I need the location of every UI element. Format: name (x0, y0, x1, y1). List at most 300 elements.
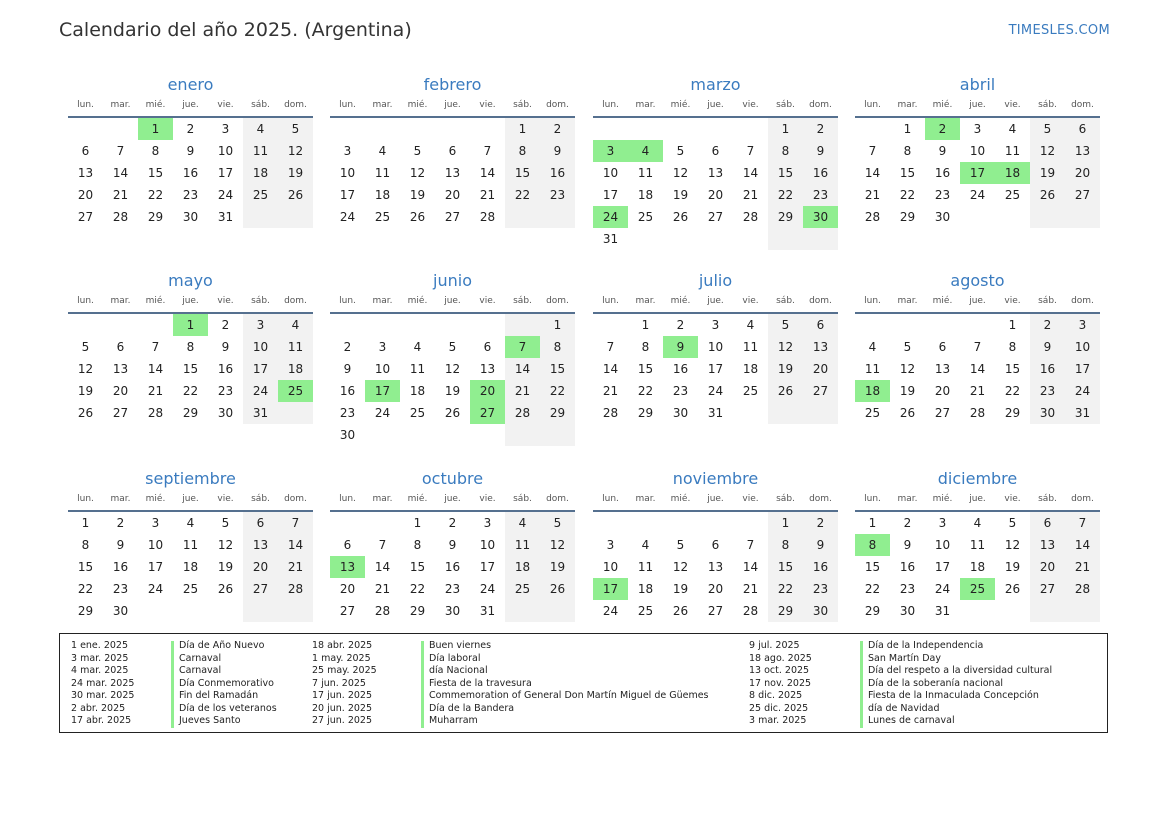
day-cell[interactable]: 7 (378, 538, 387, 552)
day-cell[interactable]: 15 (768, 556, 803, 578)
day-cell[interactable]: 19 (672, 582, 689, 596)
day-cell[interactable]: 29 (768, 600, 803, 622)
day-cell[interactable]: 14 (864, 166, 881, 180)
day-cell[interactable]: 15 (637, 362, 654, 376)
day-cell[interactable]: 28 (864, 210, 881, 224)
day-cell[interactable]: 7 (278, 512, 313, 534)
day-cell[interactable]: 10 (602, 166, 619, 180)
day-cell[interactable]: 17 (479, 560, 496, 574)
day-cell[interactable]: 4 (641, 538, 650, 552)
day-cell[interactable]: 31 (217, 210, 234, 224)
day-cell[interactable]: 16 (934, 166, 951, 180)
holiday-day-cell[interactable]: 4 (628, 140, 663, 162)
day-cell[interactable]: 26 (672, 210, 689, 224)
day-cell[interactable]: 4 (868, 340, 877, 354)
day-cell[interactable]: 11 (637, 560, 654, 574)
day-cell[interactable]: 18 (637, 582, 654, 596)
holiday-day-cell[interactable]: 1 (138, 118, 173, 140)
day-cell[interactable]: 14 (505, 358, 540, 380)
day-cell[interactable]: 26 (899, 406, 916, 420)
day-cell[interactable]: 23 (112, 582, 129, 596)
day-cell[interactable]: 10 (147, 538, 164, 552)
day-cell[interactable]: 8 (151, 144, 160, 158)
day-cell[interactable]: 19 (768, 358, 803, 380)
day-cell[interactable]: 26 (444, 406, 461, 420)
day-cell[interactable]: 3 (938, 516, 947, 530)
day-cell[interactable]: 10 (217, 144, 234, 158)
day-cell[interactable]: 15 (768, 162, 803, 184)
holiday-day-cell[interactable]: 18 (855, 380, 890, 402)
day-cell[interactable]: 16 (112, 560, 129, 574)
day-cell[interactable]: 23 (182, 188, 199, 202)
day-cell[interactable]: 12 (77, 362, 94, 376)
day-cell[interactable]: 6 (243, 512, 278, 534)
day-cell[interactable]: 29 (637, 406, 654, 420)
day-cell[interactable]: 5 (448, 340, 457, 354)
day-cell[interactable]: 27 (1030, 578, 1065, 600)
day-cell[interactable]: 14 (112, 166, 129, 180)
day-cell[interactable]: 23 (444, 582, 461, 596)
day-cell[interactable]: 14 (1065, 534, 1100, 556)
day-cell[interactable]: 13 (479, 362, 496, 376)
holiday-day-cell[interactable]: 18 (995, 162, 1030, 184)
day-cell[interactable]: 21 (602, 384, 619, 398)
day-cell[interactable]: 22 (505, 184, 540, 206)
day-cell[interactable]: 5 (413, 144, 422, 158)
day-cell[interactable]: 20 (243, 556, 278, 578)
day-cell[interactable]: 23 (1030, 380, 1065, 402)
day-cell[interactable]: 25 (182, 582, 199, 596)
day-cell[interactable]: 21 (505, 380, 540, 402)
day-cell[interactable]: 16 (899, 560, 916, 574)
day-cell[interactable]: 2 (343, 340, 352, 354)
day-cell[interactable]: 22 (768, 184, 803, 206)
day-cell[interactable]: 20 (707, 582, 724, 596)
day-cell[interactable]: 12 (409, 166, 426, 180)
day-cell[interactable]: 26 (217, 582, 234, 596)
day-cell[interactable]: 8 (81, 538, 90, 552)
day-cell[interactable]: 28 (742, 604, 759, 618)
day-cell[interactable]: 18 (409, 384, 426, 398)
day-cell[interactable]: 11 (409, 362, 426, 376)
day-cell[interactable]: 22 (899, 188, 916, 202)
day-cell[interactable]: 22 (768, 578, 803, 600)
day-cell[interactable]: 16 (182, 166, 199, 180)
day-cell[interactable]: 25 (637, 604, 654, 618)
day-cell[interactable]: 27 (803, 380, 838, 402)
day-cell[interactable]: 10 (339, 166, 356, 180)
day-cell[interactable]: 25 (505, 578, 540, 600)
day-cell[interactable]: 6 (711, 144, 720, 158)
day-cell[interactable]: 31 (1065, 402, 1100, 424)
holiday-day-cell[interactable]: 1 (173, 314, 208, 336)
day-cell[interactable]: 26 (1004, 582, 1021, 596)
day-cell[interactable]: 6 (448, 144, 457, 158)
day-cell[interactable]: 15 (864, 560, 881, 574)
day-cell[interactable]: 12 (1030, 140, 1065, 162)
day-cell[interactable]: 30 (1030, 402, 1065, 424)
day-cell[interactable]: 28 (969, 406, 986, 420)
holiday-day-cell[interactable]: 25 (960, 578, 995, 600)
day-cell[interactable]: 28 (1065, 578, 1100, 600)
day-cell[interactable]: 4 (746, 318, 755, 332)
day-cell[interactable]: 7 (151, 340, 160, 354)
day-cell[interactable]: 3 (343, 144, 352, 158)
day-cell[interactable]: 7 (973, 340, 982, 354)
day-cell[interactable]: 22 (637, 384, 654, 398)
day-cell[interactable]: 14 (742, 560, 759, 574)
day-cell[interactable]: 5 (1008, 516, 1017, 530)
day-cell[interactable]: 15 (77, 560, 94, 574)
day-cell[interactable]: 7 (746, 144, 755, 158)
day-cell[interactable]: 6 (1065, 118, 1100, 140)
day-cell[interactable]: 5 (221, 516, 230, 530)
day-cell[interactable]: 27 (339, 604, 356, 618)
day-cell[interactable]: 20 (934, 384, 951, 398)
day-cell[interactable]: 1 (641, 318, 650, 332)
day-cell[interactable]: 10 (243, 336, 278, 358)
day-cell[interactable]: 5 (676, 144, 685, 158)
day-cell[interactable]: 2 (903, 516, 912, 530)
day-cell[interactable]: 21 (864, 188, 881, 202)
day-cell[interactable]: 28 (479, 210, 496, 224)
holiday-day-cell[interactable]: 17 (593, 578, 628, 600)
day-cell[interactable]: 19 (77, 384, 94, 398)
day-cell[interactable]: 20 (707, 188, 724, 202)
day-cell[interactable]: 4 (186, 516, 195, 530)
day-cell[interactable]: 17 (934, 560, 951, 574)
day-cell[interactable]: 15 (540, 358, 575, 380)
day-cell[interactable]: 27 (707, 210, 724, 224)
day-cell[interactable]: 3 (243, 314, 278, 336)
day-cell[interactable]: 14 (374, 560, 391, 574)
day-cell[interactable]: 19 (672, 188, 689, 202)
day-cell[interactable]: 16 (672, 362, 689, 376)
day-cell[interactable]: 9 (343, 362, 352, 376)
day-cell[interactable]: 12 (899, 362, 916, 376)
day-cell[interactable]: 20 (1065, 162, 1100, 184)
day-cell[interactable]: 29 (540, 402, 575, 424)
day-cell[interactable]: 30 (672, 406, 689, 420)
day-cell[interactable]: 5 (903, 340, 912, 354)
day-cell[interactable]: 5 (540, 512, 575, 534)
day-cell[interactable]: 19 (217, 560, 234, 574)
holiday-day-cell[interactable]: 20 (470, 380, 505, 402)
day-cell[interactable]: 13 (444, 166, 461, 180)
day-cell[interactable]: 11 (243, 140, 278, 162)
day-cell[interactable]: 2 (221, 318, 230, 332)
day-cell[interactable]: 21 (969, 384, 986, 398)
day-cell[interactable]: 28 (374, 604, 391, 618)
day-cell[interactable]: 27 (1065, 184, 1100, 206)
day-cell[interactable]: 14 (278, 534, 313, 556)
day-cell[interactable]: 28 (112, 210, 129, 224)
holiday-day-cell[interactable]: 30 (803, 206, 838, 228)
day-cell[interactable]: 25 (409, 406, 426, 420)
day-cell[interactable]: 5 (768, 314, 803, 336)
day-cell[interactable]: 7 (746, 538, 755, 552)
day-cell[interactable]: 15 (409, 560, 426, 574)
day-cell[interactable]: 14 (479, 166, 496, 180)
day-cell[interactable]: 27 (934, 406, 951, 420)
day-cell[interactable]: 18 (969, 560, 986, 574)
day-cell[interactable]: 21 (742, 188, 759, 202)
day-cell[interactable]: 31 (479, 604, 496, 618)
day-cell[interactable]: 12 (217, 538, 234, 552)
site-logo[interactable]: TIMESLES.COM (1008, 23, 1110, 38)
day-cell[interactable]: 8 (641, 340, 650, 354)
day-cell[interactable]: 30 (899, 604, 916, 618)
day-cell[interactable]: 21 (1065, 556, 1100, 578)
day-cell[interactable]: 13 (707, 560, 724, 574)
day-cell[interactable]: 9 (116, 538, 125, 552)
day-cell[interactable]: 9 (221, 340, 230, 354)
day-cell[interactable]: 11 (505, 534, 540, 556)
day-cell[interactable]: 28 (742, 210, 759, 224)
day-cell[interactable]: 31 (602, 232, 619, 246)
day-cell[interactable]: 25 (243, 184, 278, 206)
day-cell[interactable]: 29 (147, 210, 164, 224)
day-cell[interactable]: 9 (938, 144, 947, 158)
day-cell[interactable]: 7 (483, 144, 492, 158)
day-cell[interactable]: 4 (378, 144, 387, 158)
day-cell[interactable]: 19 (409, 188, 426, 202)
day-cell[interactable]: 13 (77, 166, 94, 180)
day-cell[interactable]: 2 (186, 122, 195, 136)
day-cell[interactable]: 6 (803, 314, 838, 336)
day-cell[interactable]: 10 (1065, 336, 1100, 358)
day-cell[interactable]: 1 (768, 512, 803, 534)
day-cell[interactable]: 11 (742, 340, 759, 354)
day-cell[interactable]: 6 (483, 340, 492, 354)
day-cell[interactable]: 29 (899, 210, 916, 224)
day-cell[interactable]: 16 (1030, 358, 1065, 380)
day-cell[interactable]: 11 (374, 166, 391, 180)
day-cell[interactable]: 25 (374, 210, 391, 224)
day-cell[interactable]: 1 (413, 516, 422, 530)
day-cell[interactable]: 12 (444, 362, 461, 376)
day-cell[interactable]: 10 (374, 362, 391, 376)
day-cell[interactable]: 16 (339, 384, 356, 398)
day-cell[interactable]: 12 (1004, 538, 1021, 552)
day-cell[interactable]: 13 (707, 166, 724, 180)
day-cell[interactable]: 5 (81, 340, 90, 354)
day-cell[interactable]: 4 (505, 512, 540, 534)
holiday-day-cell[interactable]: 7 (505, 336, 540, 358)
day-cell[interactable]: 23 (672, 384, 689, 398)
day-cell[interactable]: 21 (278, 556, 313, 578)
day-cell[interactable]: 29 (77, 604, 94, 618)
day-cell[interactable]: 1 (1008, 318, 1017, 332)
day-cell[interactable]: 18 (742, 362, 759, 376)
day-cell[interactable]: 24 (147, 582, 164, 596)
day-cell[interactable]: 7 (1065, 512, 1100, 534)
day-cell[interactable]: 22 (182, 384, 199, 398)
day-cell[interactable]: 7 (868, 144, 877, 158)
day-cell[interactable]: 30 (112, 604, 129, 618)
day-cell[interactable]: 19 (444, 384, 461, 398)
holiday-day-cell[interactable]: 17 (365, 380, 400, 402)
day-cell[interactable]: 19 (1030, 162, 1065, 184)
day-cell[interactable]: 22 (864, 582, 881, 596)
day-cell[interactable]: 9 (803, 140, 838, 162)
day-cell[interactable]: 7 (116, 144, 125, 158)
holiday-day-cell[interactable]: 24 (593, 206, 628, 228)
day-cell[interactable]: 22 (77, 582, 94, 596)
day-cell[interactable]: 11 (1004, 144, 1021, 158)
day-cell[interactable]: 27 (707, 604, 724, 618)
day-cell[interactable]: 13 (243, 534, 278, 556)
day-cell[interactable]: 24 (374, 406, 391, 420)
day-cell[interactable]: 27 (444, 210, 461, 224)
day-cell[interactable]: 23 (217, 384, 234, 398)
day-cell[interactable]: 29 (864, 604, 881, 618)
day-cell[interactable]: 25 (1004, 188, 1021, 202)
day-cell[interactable]: 26 (1030, 184, 1065, 206)
day-cell[interactable]: 15 (1004, 362, 1021, 376)
day-cell[interactable]: 19 (899, 384, 916, 398)
day-cell[interactable]: 24 (243, 380, 278, 402)
day-cell[interactable]: 26 (278, 184, 313, 206)
day-cell[interactable]: 30 (217, 406, 234, 420)
day-cell[interactable]: 29 (768, 206, 803, 228)
day-cell[interactable]: 6 (1030, 512, 1065, 534)
day-cell[interactable]: 26 (77, 406, 94, 420)
day-cell[interactable]: 11 (637, 166, 654, 180)
day-cell[interactable]: 9 (448, 538, 457, 552)
day-cell[interactable]: 2 (540, 118, 575, 140)
day-cell[interactable]: 30 (934, 210, 951, 224)
day-cell[interactable]: 17 (602, 188, 619, 202)
day-cell[interactable]: 28 (147, 406, 164, 420)
day-cell[interactable]: 18 (278, 358, 313, 380)
day-cell[interactable]: 19 (1004, 560, 1021, 574)
day-cell[interactable]: 6 (711, 538, 720, 552)
day-cell[interactable]: 24 (1065, 380, 1100, 402)
day-cell[interactable]: 3 (606, 538, 615, 552)
day-cell[interactable]: 20 (803, 358, 838, 380)
day-cell[interactable]: 19 (540, 556, 575, 578)
day-cell[interactable]: 9 (1030, 336, 1065, 358)
day-cell[interactable]: 6 (343, 538, 352, 552)
day-cell[interactable]: 17 (217, 166, 234, 180)
day-cell[interactable]: 30 (444, 604, 461, 618)
day-cell[interactable]: 18 (243, 162, 278, 184)
day-cell[interactable]: 13 (1030, 534, 1065, 556)
day-cell[interactable]: 6 (116, 340, 125, 354)
day-cell[interactable]: 21 (147, 384, 164, 398)
holiday-day-cell[interactable]: 25 (278, 380, 313, 402)
day-cell[interactable]: 6 (81, 144, 90, 158)
day-cell[interactable]: 12 (672, 560, 689, 574)
day-cell[interactable]: 9 (903, 538, 912, 552)
day-cell[interactable]: 30 (182, 210, 199, 224)
day-cell[interactable]: 17 (147, 560, 164, 574)
day-cell[interactable]: 15 (899, 166, 916, 180)
day-cell[interactable]: 10 (934, 538, 951, 552)
holiday-day-cell[interactable]: 17 (960, 162, 995, 184)
day-cell[interactable]: 12 (540, 534, 575, 556)
day-cell[interactable]: 28 (278, 578, 313, 600)
day-cell[interactable]: 27 (77, 210, 94, 224)
day-cell[interactable]: 31 (934, 604, 951, 618)
day-cell[interactable]: 23 (803, 578, 838, 600)
day-cell[interactable]: 3 (483, 516, 492, 530)
day-cell[interactable]: 16 (803, 162, 838, 184)
day-cell[interactable]: 25 (864, 406, 881, 420)
day-cell[interactable]: 3 (1065, 314, 1100, 336)
day-cell[interactable]: 21 (374, 582, 391, 596)
day-cell[interactable]: 13 (112, 362, 129, 376)
day-cell[interactable]: 24 (707, 384, 724, 398)
day-cell[interactable]: 11 (969, 538, 986, 552)
day-cell[interactable]: 28 (505, 402, 540, 424)
day-cell[interactable]: 27 (112, 406, 129, 420)
day-cell[interactable]: 17 (339, 188, 356, 202)
day-cell[interactable]: 26 (768, 380, 803, 402)
day-cell[interactable]: 13 (1065, 140, 1100, 162)
day-cell[interactable]: 3 (711, 318, 720, 332)
day-cell[interactable]: 9 (803, 534, 838, 556)
holiday-day-cell[interactable]: 8 (855, 534, 890, 556)
day-cell[interactable]: 17 (1065, 358, 1100, 380)
day-cell[interactable]: 4 (973, 516, 982, 530)
day-cell[interactable]: 5 (1030, 118, 1065, 140)
day-cell[interactable]: 30 (339, 428, 356, 442)
day-cell[interactable]: 10 (479, 538, 496, 552)
day-cell[interactable]: 24 (602, 604, 619, 618)
day-cell[interactable]: 15 (182, 362, 199, 376)
day-cell[interactable]: 10 (602, 560, 619, 574)
day-cell[interactable]: 21 (479, 188, 496, 202)
day-cell[interactable]: 20 (112, 384, 129, 398)
day-cell[interactable]: 20 (1030, 556, 1065, 578)
day-cell[interactable]: 2 (1030, 314, 1065, 336)
day-cell[interactable]: 5 (676, 538, 685, 552)
day-cell[interactable]: 2 (676, 318, 685, 332)
day-cell[interactable]: 15 (147, 166, 164, 180)
day-cell[interactable]: 16 (540, 162, 575, 184)
day-cell[interactable]: 26 (672, 604, 689, 618)
day-cell[interactable]: 14 (602, 362, 619, 376)
day-cell[interactable]: 1 (505, 118, 540, 140)
holiday-day-cell[interactable]: 13 (330, 556, 365, 578)
day-cell[interactable]: 24 (339, 210, 356, 224)
day-cell[interactable]: 25 (637, 210, 654, 224)
day-cell[interactable]: 29 (182, 406, 199, 420)
day-cell[interactable]: 22 (1004, 384, 1021, 398)
day-cell[interactable]: 1 (903, 122, 912, 136)
day-cell[interactable]: 29 (409, 604, 426, 618)
day-cell[interactable]: 16 (444, 560, 461, 574)
day-cell[interactable]: 18 (182, 560, 199, 574)
day-cell[interactable]: 4 (413, 340, 422, 354)
day-cell[interactable]: 3 (221, 122, 230, 136)
day-cell[interactable]: 11 (182, 538, 199, 552)
day-cell[interactable]: 23 (803, 184, 838, 206)
day-cell[interactable]: 8 (903, 144, 912, 158)
day-cell[interactable]: 8 (768, 534, 803, 556)
holiday-day-cell[interactable]: 3 (593, 140, 628, 162)
day-cell[interactable]: 17 (707, 362, 724, 376)
day-cell[interactable]: 13 (934, 362, 951, 376)
day-cell[interactable]: 1 (540, 314, 575, 336)
day-cell[interactable]: 22 (147, 188, 164, 202)
day-cell[interactable]: 11 (864, 362, 881, 376)
day-cell[interactable]: 8 (768, 140, 803, 162)
day-cell[interactable]: 23 (540, 184, 575, 206)
day-cell[interactable]: 25 (742, 384, 759, 398)
